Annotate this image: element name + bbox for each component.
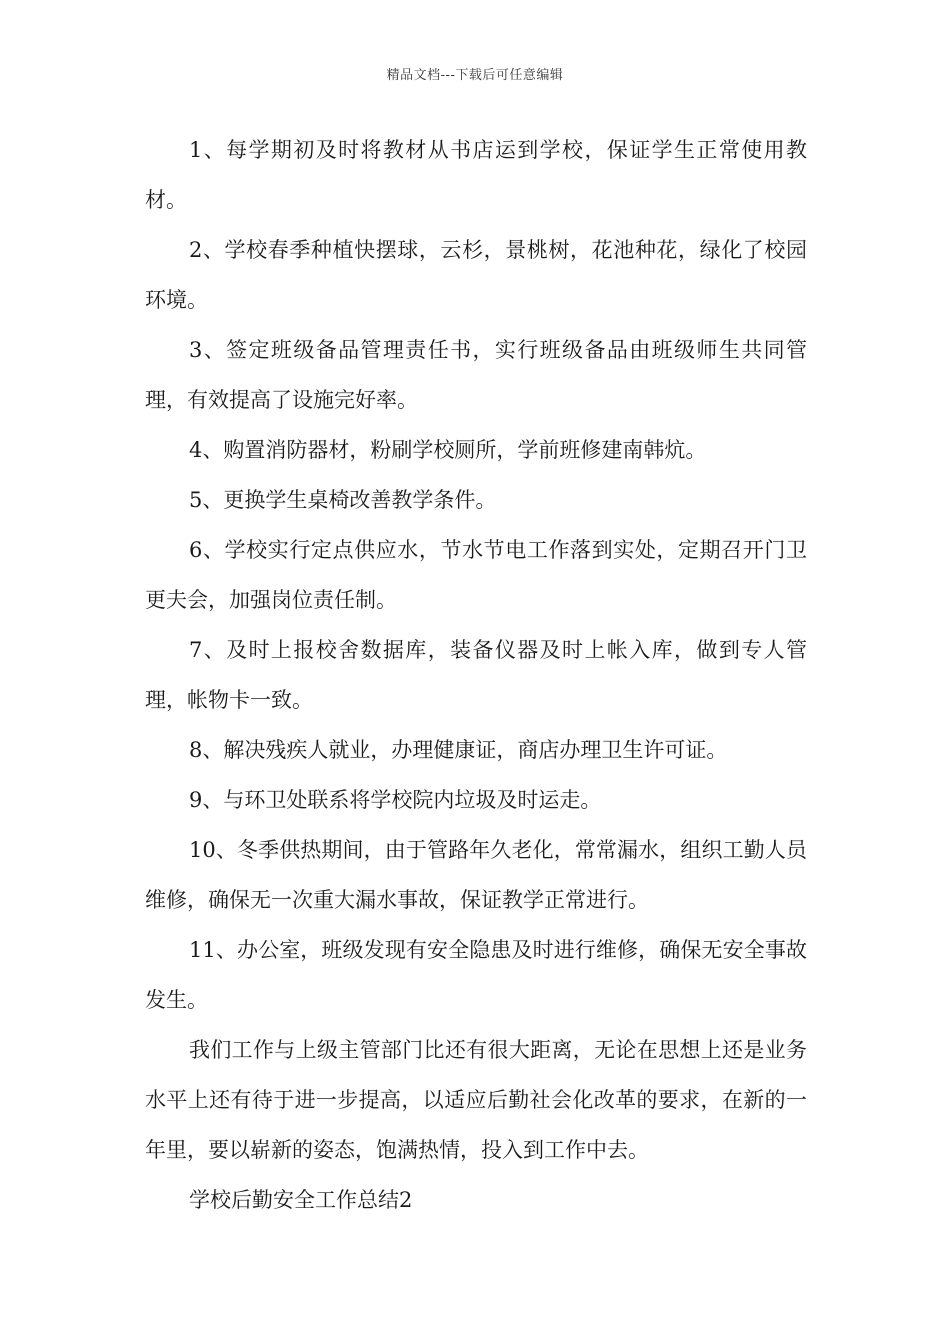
closing-paragraph: 我们工作与上级主管部门比还有很大距离，无论在思想上还是业务水平上还有待于进一步提高，以适应后勤社会化改革的要求，在新的一年里，要以崭新的姿态，饱满热情，投入到工作中去。 xyxy=(145,1038,807,1162)
paragraph-item-10: 10、冬季供热期间，由于管路年久老化，常常漏水，组织工勤人员维修，确保无一次重大漏水事故，保证教学正常进行。 xyxy=(145,838,807,912)
paragraph-item-7: 7、及时上报校舍数据库，装备仪器及时上帐入库，做到专人管理，帐物卡一致。 xyxy=(145,638,807,712)
paragraph-item-5: 5、更换学生桌椅改善教学条件。 xyxy=(189,488,497,512)
paragraph-item-2: 2、学校春季种植快摆球，云杉，景桃树，花池种花，绿化了校园环境。 xyxy=(145,238,807,312)
paragraph-item-3: 3、签定班级备品管理责任书，实行班级备品由班级师生共同管理，有效提高了设施完好率。 xyxy=(145,338,807,412)
paragraph-item-6: 6、学校实行定点供应水，节水节电工作落到实处，定期召开门卫更夫会，加强岗位责任制。 xyxy=(145,538,807,612)
paragraph-item-9: 9、与环卫处联系将学校院内垃圾及时运走。 xyxy=(189,788,602,812)
paragraph-item-4: 4、购置消防器材，粉刷学校厕所，学前班修建南韩炕。 xyxy=(189,438,707,462)
document-body xyxy=(145,125,807,1225)
paragraph-item-1: 1、每学期初及时将教材从书店运到学校，保证学生正常使用教材。 xyxy=(145,138,807,212)
paragraph-item-8: 8、解决残疾人就业，办理健康证，商店办理卫生许可证。 xyxy=(189,738,728,762)
section-title: 学校后勤安全工作总结2 xyxy=(189,1188,413,1212)
page-header: 精品文档---下载后可任意编辑 xyxy=(386,68,564,83)
paragraph-item-11: 11、办公室，班级发现有安全隐患及时进行维修，确保无安全事故发生。 xyxy=(145,938,807,1012)
